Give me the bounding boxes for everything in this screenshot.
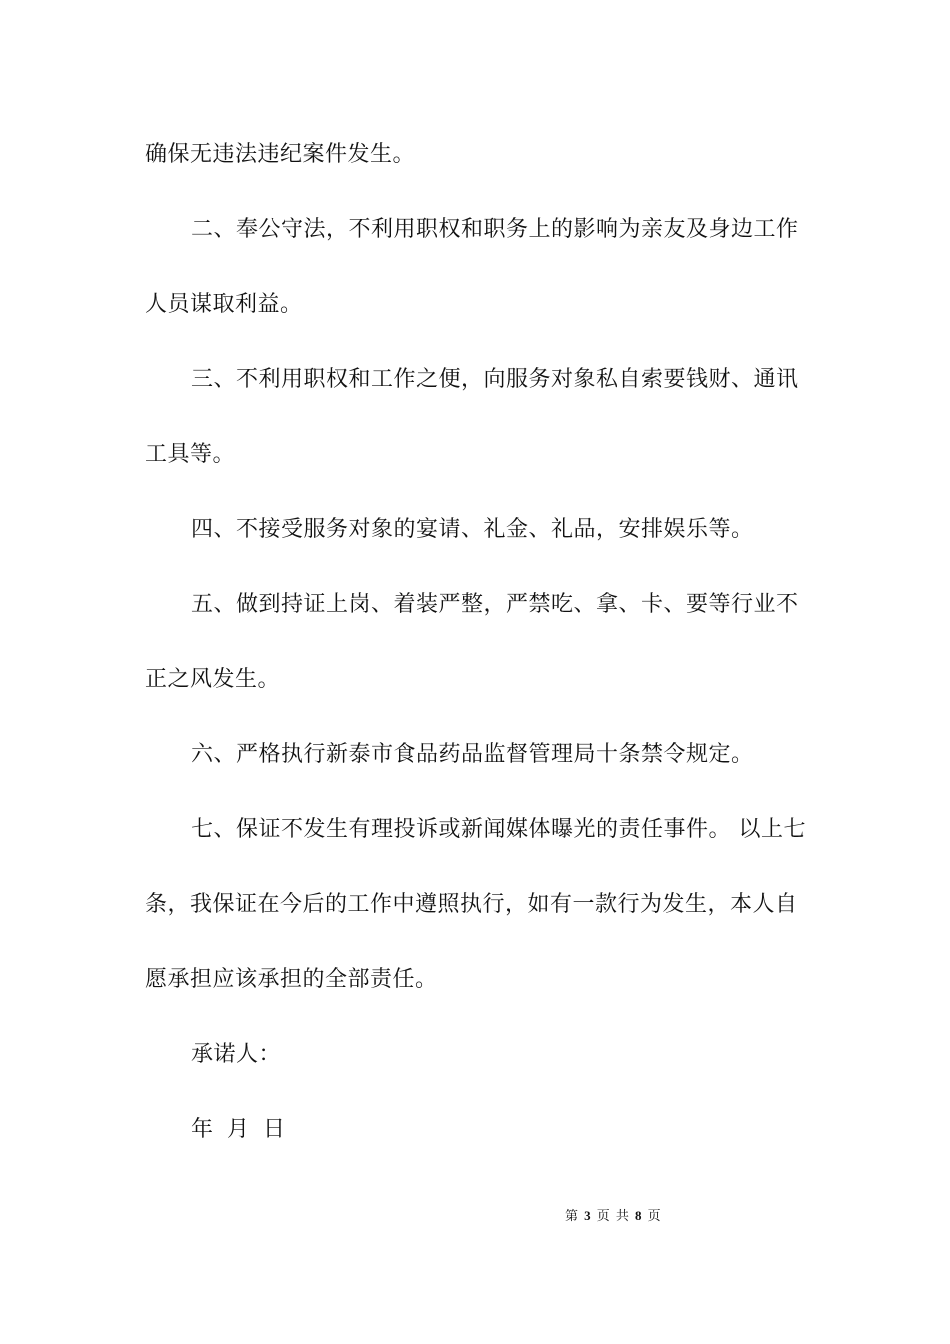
paragraph-line: 人员谋取利益。 <box>145 292 303 317</box>
paragraph-line: 确保无违法违纪案件发生。 <box>145 142 416 167</box>
page-footer <box>565 1208 662 1225</box>
paragraph-line: 三、不利用职权和工作之便，向服务对象私自索要钱财、通讯 <box>191 367 799 392</box>
paragraph-line: 五、做到持证上岗、着装严整，严禁吃、拿、卡、要等行业不 <box>191 592 799 617</box>
footer-prefix: 第 <box>565 1209 585 1224</box>
paragraph-line: 六、严格执行新泰市食品药品监督管理局十条禁令规定。 <box>191 742 754 767</box>
paragraph-line: 条，我保证在今后的工作中遵照执行，如有一款行为发生，本人自 <box>145 892 798 917</box>
paragraph-line: 工具等。 <box>145 442 236 467</box>
paragraph-line: 愿承担应该承担的全部责任。 <box>145 967 438 992</box>
footer-middle: 页 共 <box>591 1209 636 1224</box>
signature-label: 承诺人： <box>191 1042 282 1067</box>
total-page-number: 8 <box>635 1208 643 1223</box>
paragraph-line: 二、奉公守法，不利用职权和职务上的影响为亲友及身边工作 <box>191 217 799 242</box>
paragraph-line: 正之风发生。 <box>145 667 281 692</box>
date-line: 年 月 日 <box>191 1117 286 1142</box>
paragraph-line: 七、保证不发生有理投诉或新闻媒体曝光的责任事件。 以上七 <box>191 817 806 842</box>
current-page-number: 3 <box>584 1208 592 1223</box>
footer-suffix: 页 <box>642 1209 662 1224</box>
paragraph-line: 四、不接受服务对象的宴请、礼金、礼品，安排娱乐等。 <box>191 517 754 542</box>
